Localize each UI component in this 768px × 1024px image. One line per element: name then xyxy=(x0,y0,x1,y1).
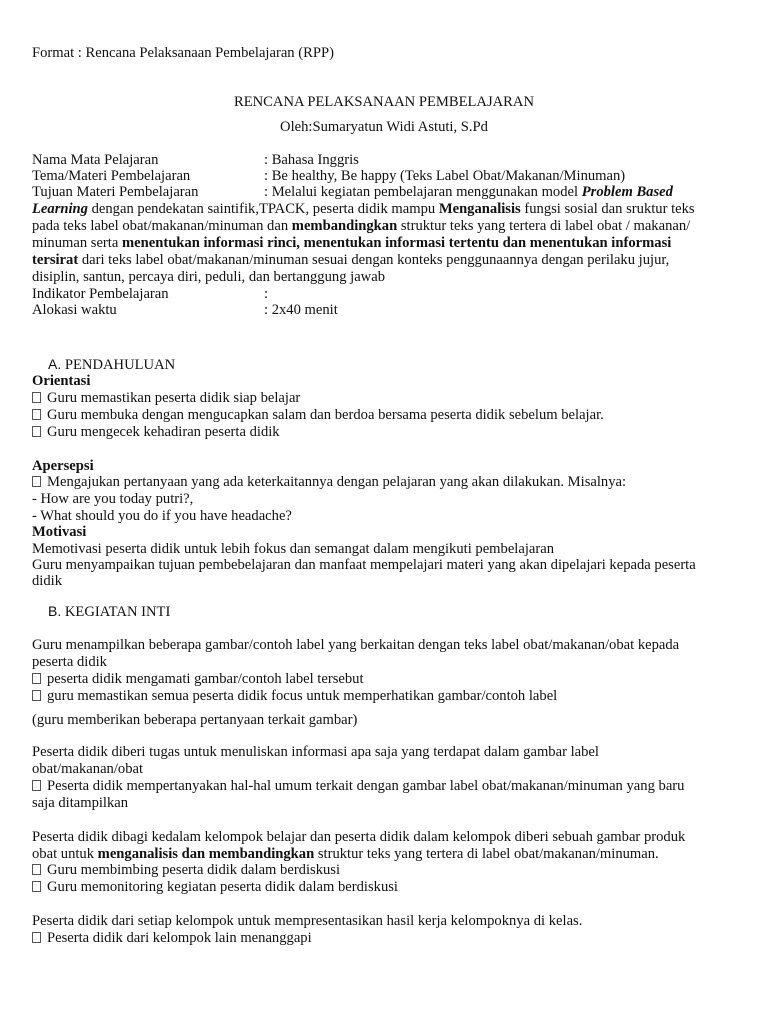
checkbox-icon xyxy=(32,426,41,437)
list-item-text: Guru mengecek kehadiran peserta didik xyxy=(47,424,280,440)
tujuan-line-4 xyxy=(32,235,671,252)
list-item-text: Guru membimbing peserta didik dalam berdiskusi xyxy=(47,862,341,878)
checkbox-icon xyxy=(32,476,41,487)
list-item xyxy=(32,671,364,688)
tujuan-text-1: : Melalui kegiatan pembelajaran menggunakan model xyxy=(264,184,582,200)
motivasi-title: Motivasi xyxy=(32,524,87,540)
alokasi-label: Alokasi waktu xyxy=(32,302,117,318)
tujuan-line-2 xyxy=(32,201,695,218)
indikator-label: Indikator Pembelajaran xyxy=(32,286,169,302)
tujuan-bold-6: tersirat xyxy=(32,252,79,268)
checkbox-icon xyxy=(32,780,41,791)
orientasi-heading xyxy=(32,373,90,390)
inti-paragraph-2a: Peserta didik diberi tugas untuk menuliskan informasi apa saja yang terdapat dalam gambar label xyxy=(32,744,599,760)
tujuan-text-6: minuman serta xyxy=(32,235,122,251)
info-row-indikator xyxy=(32,286,268,303)
motivasi-heading xyxy=(32,524,86,541)
format-line: Format : Rencana Pelaksanaan Pembelajaran (RPP) xyxy=(32,45,334,61)
checkbox-icon xyxy=(32,864,41,875)
inti-paragraph-2b: obat/makanan/obat xyxy=(32,761,144,777)
list-item xyxy=(32,424,280,441)
orientasi-title: Orientasi xyxy=(32,373,91,389)
list-item-text: Mengajukan pertanyaan yang ada keterkaitannya dengan pelajaran yang akan dilakukan. Misalnya: xyxy=(47,474,627,490)
tujuan-line-5 xyxy=(32,252,669,269)
tujuan-bold-1: Problem Based xyxy=(581,184,673,200)
list-item xyxy=(32,474,626,491)
section-b-title: KEGIATAN INTI xyxy=(61,604,171,620)
list-item-text: guru memastikan semua peserta didik focus untuk memperhatikan gambar/contoh label xyxy=(47,688,558,704)
indikator-value: : xyxy=(264,286,269,302)
section-a-heading xyxy=(48,356,175,374)
p3-text-1: obat untuk xyxy=(32,846,98,862)
list-item-continuation: saja ditampilkan xyxy=(32,795,129,811)
inti-paragraph-1b: peserta didik xyxy=(32,654,107,670)
tujuan-text-2: dengan pendekatan saintifik,TPACK, peserta didik mampu xyxy=(87,201,439,217)
checkbox-icon xyxy=(32,392,41,403)
list-item-text: peserta didik mengamati gambar/contoh label tersebut xyxy=(47,671,364,687)
apersepsi-question-2: - What should you do if you have headache? xyxy=(32,508,292,524)
list-item-text: Guru membuka dengan mengucapkan salam dan berdoa bersama peserta didik sebelum belajar. xyxy=(47,407,604,423)
tujuan-text-3: fungsi sosial dan sruktur teks xyxy=(520,201,695,217)
tujuan-text-5: struktur teks yang tertera di label obat / makanan/ xyxy=(397,218,691,234)
alokasi-value: : 2x40 menit xyxy=(264,302,338,318)
list-item xyxy=(32,688,557,705)
inti-paragraph-4: Peserta didik dari setiap kelompok untuk mempresentasikan hasil kerja kelompoknya di kelas. xyxy=(32,913,583,929)
checkbox-icon xyxy=(32,673,41,684)
inti-paragraph-3a: Peserta didik dibagi kedalam kelompok belajar dan peserta didik dalam kelompok diberi sebuah gambar produk xyxy=(32,829,686,845)
apersepsi-heading xyxy=(32,458,94,475)
motivasi-text-2b: didik xyxy=(32,573,62,589)
inti-note: (guru memberikan beberapa pertanyaan terkait gambar) xyxy=(32,712,358,728)
info-row-tema xyxy=(32,168,625,185)
list-item xyxy=(32,778,684,795)
p3-text-2: struktur teks yang tertera di label obat/makanan/minuman. xyxy=(314,846,659,862)
motivasi-text-1: Memotivasi peserta didik untuk lebih fokus dan semangat dalam mengikuti pembelajaran xyxy=(32,541,554,557)
checkbox-icon xyxy=(32,409,41,420)
checkbox-icon xyxy=(32,932,41,943)
tema-value: : Be healthy, Be happy (Teks Label Obat/Makanan/Minuman) xyxy=(264,168,626,184)
tema-label: Tema/Materi Pembelajaran xyxy=(32,168,191,184)
list-item xyxy=(32,862,340,879)
inti-paragraph-3b xyxy=(32,846,659,863)
section-a-title: PENDAHULUAN xyxy=(61,357,176,373)
mapel-value: : Bahasa Inggris xyxy=(264,152,359,168)
checkbox-icon xyxy=(32,881,41,892)
info-row-tujuan xyxy=(32,184,673,201)
document-title: RENCANA PELAKSANAAN PEMBELAJARAN xyxy=(233,94,534,110)
mapel-label: Nama Mata Pelajaran xyxy=(32,152,159,168)
tujuan-line-6: disiplin, santun, percaya diri, peduli, dan bertanggung jawab xyxy=(32,269,385,285)
list-item xyxy=(32,390,300,407)
info-row-alokasi xyxy=(32,302,338,319)
list-item-text: Guru memastikan peserta didik siap belajar xyxy=(47,390,301,406)
list-item-text: Guru memonitoring kegiatan peserta didik dalam berdiskusi xyxy=(47,879,398,895)
info-row-mapel xyxy=(32,152,359,169)
tujuan-bold-3: Menganalisis xyxy=(438,201,521,217)
tujuan-text-7: dari teks label obat/makanan/minuman sesuai dengan konteks penggunaannya dengan perilaku jujur, xyxy=(78,252,670,268)
section-a-letter: A. xyxy=(48,356,62,372)
tujuan-label: Tujuan Materi Pembelajaran xyxy=(32,184,199,200)
list-item xyxy=(32,879,398,896)
tujuan-bold-5: menentukan informasi rinci, menentukan informasi tertentu dan menentukan informasi xyxy=(121,235,672,251)
list-item xyxy=(32,930,312,947)
inti-paragraph-1a: Guru menampilkan beberapa gambar/contoh label yang berkaitan dengan teks label obat/makanan/obat kepada xyxy=(32,637,680,653)
tujuan-bold-4: membandingkan xyxy=(291,218,398,234)
motivasi-text-2a: Guru menyampaikan tujuan pembebelajaran dan manfaat mempelajari materi yang akan dipelajari kepada peserta xyxy=(32,557,696,573)
tujuan-bold-2: Learning xyxy=(32,201,88,217)
list-item-text: Peserta didik mempertanyakan hal-hal umum terkait dengan gambar label obat/makanan/minuman yang baru xyxy=(47,778,685,794)
checkbox-icon xyxy=(32,690,41,701)
apersepsi-question-1: - How are you today putri?, xyxy=(32,491,194,507)
tujuan-line-3 xyxy=(32,218,690,235)
section-b-heading xyxy=(48,603,170,621)
list-item xyxy=(32,407,604,424)
list-item-text: Peserta didik dari kelompok lain menanggapi xyxy=(47,930,312,946)
section-b-letter: B. xyxy=(48,603,62,619)
author-line: Oleh:Sumaryatun Widi Astuti, S.Pd xyxy=(280,119,488,135)
tujuan-text-4: pada teks label obat/makanan/minuman dan xyxy=(32,218,292,234)
apersepsi-title: Apersepsi xyxy=(32,458,94,474)
p3-bold: menganalisis dan membandingkan xyxy=(97,846,315,862)
